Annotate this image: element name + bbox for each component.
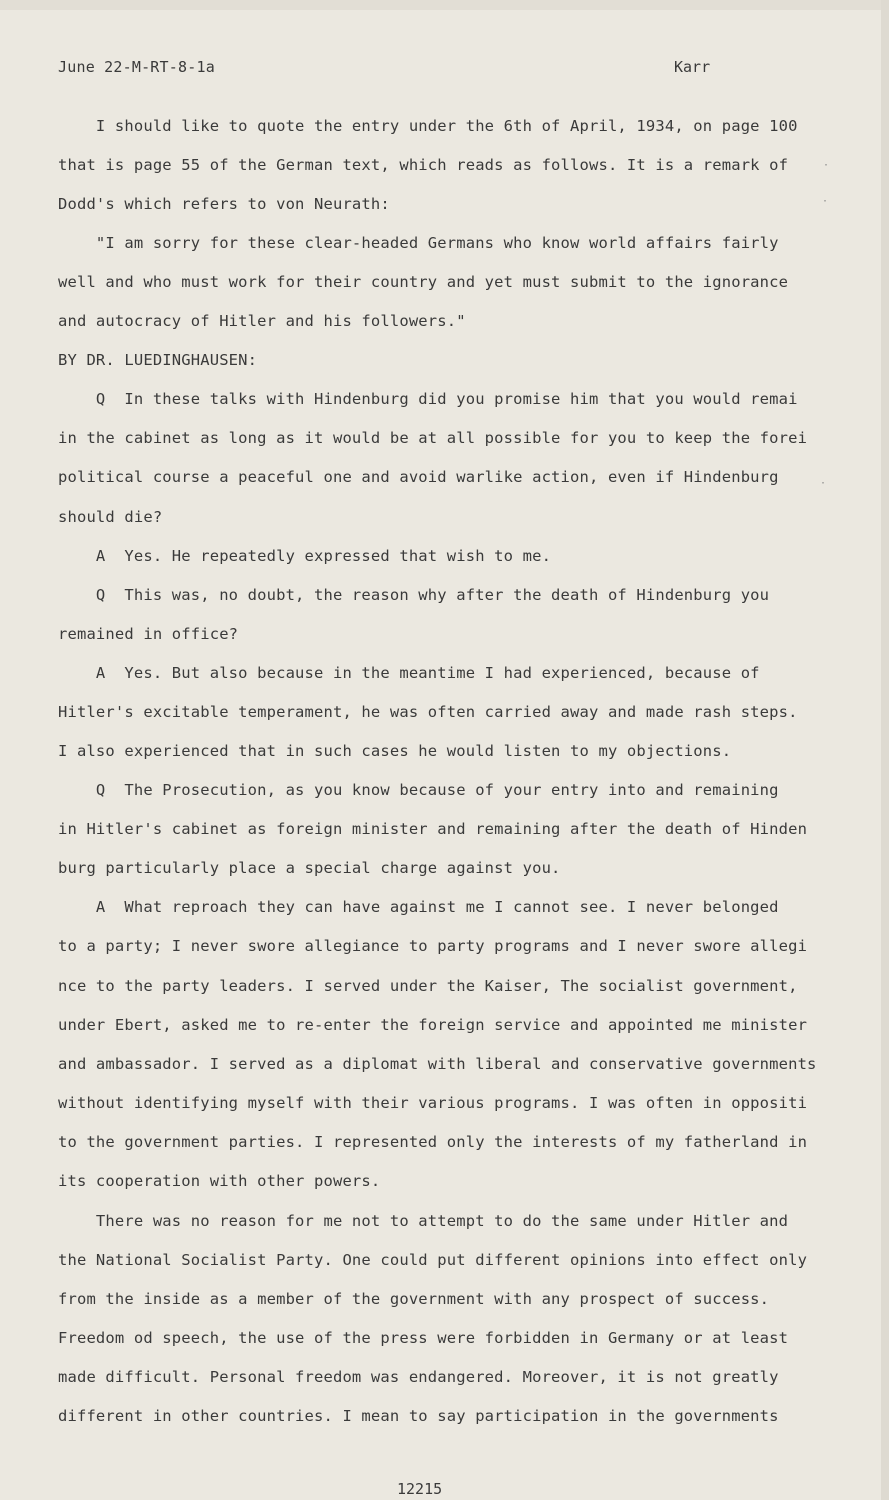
text-line: from the inside as a member of the government with any prospect of success. (58, 1290, 770, 1308)
text-line: nce to the party leaders. I served under the Kaiser, The socialist government, (58, 977, 798, 995)
text-line: A What reproach they can have against me I cannot see. I never belonged (58, 898, 779, 916)
text-line: "I am sorry for these clear-headed Germans who know world affairs fairly (58, 234, 779, 252)
text-line: in the cabinet as long as it would be at all possible for you to keep the forei (58, 429, 808, 447)
text-line: under Ebert, asked me to re-enter the foreign service and appointed me minister (58, 1016, 808, 1034)
text-line: in Hitler's cabinet as foreign minister and remaining after the death of Hinden (58, 820, 808, 838)
text-line: should die? (58, 508, 163, 526)
text-line: Hitler's excitable temperament, he was often carried away and made rash steps. (58, 703, 798, 721)
text-line: the National Socialist Party. One could put different opinions into effect only (58, 1251, 808, 1269)
margin-mark: · (823, 160, 830, 171)
margin-mark: · (822, 196, 829, 207)
text-line: different in other countries. I mean to say participation in the governments (58, 1407, 779, 1425)
text-line: that is page 55 of the German text, which reads as follows. It is a remark of (58, 156, 789, 174)
text-line: A Yes. But also because in the meantime I had experienced, because of (58, 664, 760, 682)
text-line: There was no reason for me not to attempt to do the same under Hitler and (58, 1212, 789, 1230)
text-line: remained in office? (58, 625, 239, 643)
text-line: I also experienced that in such cases he would listen to my objections. (58, 742, 732, 760)
text-line: Q This was, no doubt, the reason why after the death of Hindenburg you (58, 586, 770, 604)
page-right-edge (881, 0, 889, 1500)
margin-mark: · (820, 478, 827, 489)
text-line: without identifying myself with their various programs. I was often in oppositi (58, 1094, 808, 1112)
text-line: and ambassador. I served as a diplomat with liberal and conservative governments (58, 1055, 817, 1073)
text-line: Freedom od speech, the use of the press were forbidden in Germany or at least (58, 1329, 789, 1347)
page-number: 12215 (397, 1480, 443, 1498)
text-line: I should like to quote the entry under the 6th of April, 1934, on page 100 (58, 117, 798, 135)
text-line: Q The Prosecution, as you know because of your entry into and remaining (58, 781, 779, 799)
reporter-name: Karr (674, 58, 711, 76)
page-top-edge (0, 0, 889, 10)
text-line: burg particularly place a special charge against you. (58, 859, 561, 877)
text-line: made difficult. Personal freedom was endangered. Moreover, it is not greatly (58, 1368, 779, 1386)
text-line: Q In these talks with Hindenburg did you promise him that you would remai (58, 390, 798, 408)
text-line: to the government parties. I represented only the interests of my fatherland in (58, 1133, 808, 1151)
text-line: A Yes. He repeatedly expressed that wish to me. (58, 547, 552, 565)
text-line: political course a peaceful one and avoid warlike action, even if Hindenburg (58, 468, 779, 486)
text-line: BY DR. LUEDINGHAUSEN: (58, 351, 258, 369)
text-line: Dodd's which refers to von Neurath: (58, 195, 390, 213)
document-reference: June 22-M-RT-8-1a (58, 58, 215, 76)
text-line: and autocracy of Hitler and his followers." (58, 312, 466, 330)
text-line: well and who must work for their country and yet must submit to the ignorance (58, 273, 789, 291)
text-line: to a party; I never swore allegiance to party programs and I never swore allegi (58, 937, 808, 955)
text-line: its cooperation with other powers. (58, 1172, 381, 1190)
